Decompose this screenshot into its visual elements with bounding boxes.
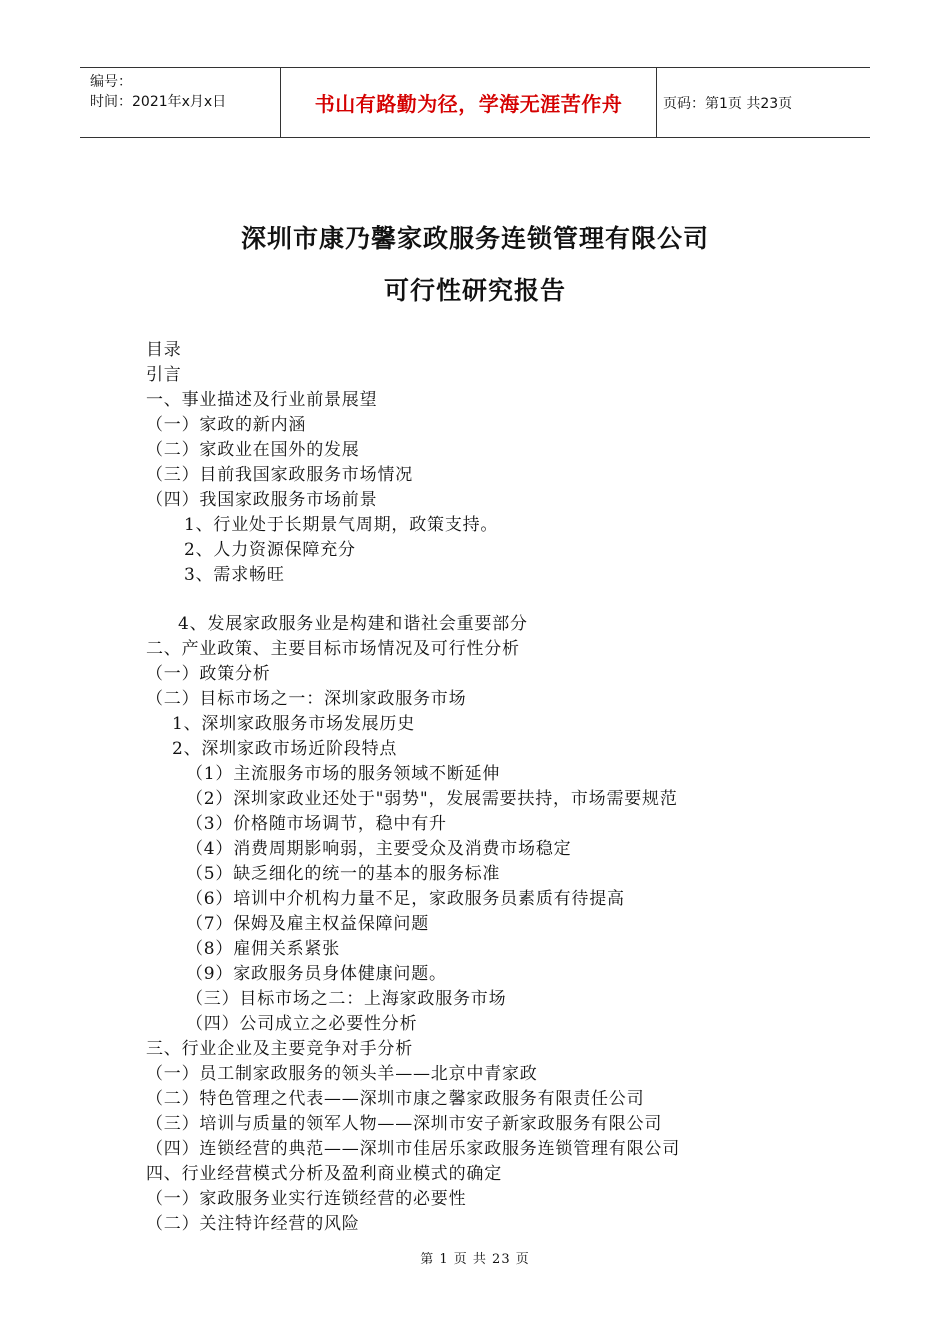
number-label: 编号： <box>90 74 132 90</box>
toc-item: （一）政策分析 <box>146 664 271 684</box>
document-subtitle: 可行性研究报告 <box>383 276 566 305</box>
toc-item: （3）价格随市场调节，稳中有升 <box>186 814 447 834</box>
toc-item: 三、行业企业及主要竞争对手分析 <box>146 1039 413 1059</box>
toc-item: （四）我国家政服务市场前景 <box>146 490 378 510</box>
toc-item: 2、深圳家政市场近阶段特点 <box>172 739 398 759</box>
toc-item: 1、行业处于长期景气周期，政策支持。 <box>184 515 499 535</box>
page-footer: 第 1 页 共 23 页 <box>420 1252 530 1267</box>
toc-item: （四）公司成立之必要性分析 <box>186 1014 418 1034</box>
toc-item: 引言 <box>146 365 182 385</box>
toc-item: （二）关注特许经营的风险 <box>146 1214 360 1234</box>
document-title: 深圳市康乃馨家政服务连锁管理有限公司 <box>240 224 709 253</box>
toc-item: （7）保姆及雇主权益保障问题 <box>186 914 430 934</box>
toc-item: 2、人力资源保障充分 <box>184 540 356 560</box>
toc-item: （1）主流服务市场的服务领域不断延伸 <box>186 764 501 784</box>
time-label: 时间：2021年x月x日 <box>90 94 227 110</box>
toc-item: （9）家政服务员身体健康问题。 <box>186 964 447 984</box>
page-info: 页码：第1页 共23页 <box>663 95 793 112</box>
toc-item: 二、产业政策、主要目标市场情况及可行性分析 <box>146 639 520 659</box>
toc-item: 一、事业描述及行业前景展望 <box>146 390 378 410</box>
toc-item: 3、需求畅旺 <box>184 565 285 585</box>
toc-item: （三）培训与质量的领军人物——深圳市安子新家政服务有限公司 <box>146 1114 663 1134</box>
toc-item: 1、深圳家政服务市场发展历史 <box>172 714 416 734</box>
toc-item: （5）缺乏细化的统一的基本的服务标准 <box>186 864 501 884</box>
toc-item: （一）家政服务业实行连锁经营的必要性 <box>146 1189 467 1209</box>
toc-item: （二）目标市场之一：深圳家政服务市场 <box>146 689 467 709</box>
toc-item: （四）连锁经营的典范——深圳市佳居乐家政服务连锁管理有限公司 <box>146 1139 680 1159</box>
toc-item: 4、发展家政服务业是构建和谐社会重要部分 <box>178 614 528 634</box>
toc-item: （6）培训中介机构力量不足，家政服务员素质有待提高 <box>186 889 625 909</box>
toc-item: （2）深圳家政业还处于"弱势"，发展需要扶持，市场需要规范 <box>186 789 678 809</box>
toc-item: （三）目标市场之二：上海家政服务市场 <box>186 989 507 1009</box>
toc-item: 四、行业经营模式分析及盈利商业模式的确定 <box>146 1164 502 1184</box>
toc-heading: 目录 <box>146 340 182 360</box>
toc-item: （4）消费周期影响弱，主要受众及消费市场稳定 <box>186 839 572 859</box>
toc-item: （一）员工制家政服务的领头羊——北京中青家政 <box>146 1064 538 1084</box>
toc-item: （一）家政的新内涵 <box>146 415 307 435</box>
toc-item: （8）雇佣关系紧张 <box>186 939 341 959</box>
toc-item: （三）目前我国家政服务市场情况 <box>146 465 413 485</box>
motto: 书山有路勤为径，学海无涯苦作舟 <box>280 68 657 137</box>
toc-item: （二）家政业在国外的发展 <box>146 440 360 460</box>
toc-item: （二）特色管理之代表——深圳市康之馨家政服务有限责任公司 <box>146 1089 645 1109</box>
